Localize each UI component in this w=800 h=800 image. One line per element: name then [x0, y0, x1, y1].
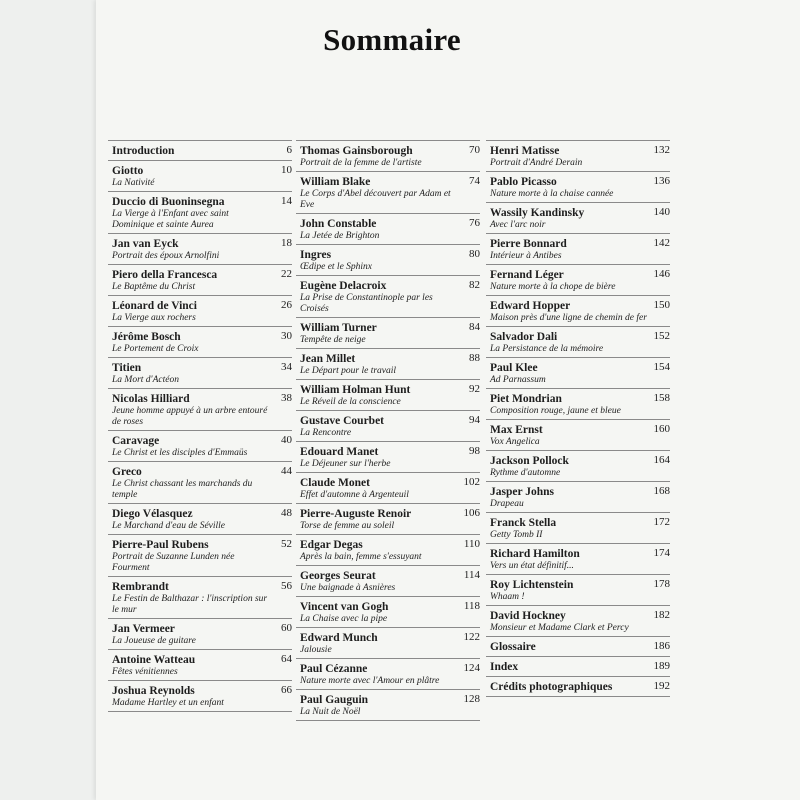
page-number: 98 — [469, 445, 480, 457]
artist-name: Pablo Picasso — [490, 176, 557, 188]
toc-entry — [108, 358, 292, 389]
toc-entry — [486, 513, 670, 544]
page-number: 189 — [653, 660, 670, 672]
artist-name: Gustave Courbet — [300, 415, 385, 427]
toc-entry — [296, 411, 480, 442]
artwork-title: Œdipe et le Sphinx — [300, 262, 373, 272]
artist-name: Nicolas Hilliard — [112, 393, 190, 405]
artwork-title: La Mort d'Actéon — [112, 375, 179, 385]
artwork-title: Avec l'arc noir — [490, 220, 546, 230]
toc-entry — [108, 140, 292, 161]
artwork-title: La Nuit de Noël — [300, 707, 361, 717]
artist-name: Jan van Eyck — [112, 238, 179, 250]
artist-name: Henri Matisse — [490, 145, 560, 157]
toc-entry — [108, 327, 292, 358]
page-title: Sommaire — [323, 22, 461, 57]
toc-entry — [486, 637, 670, 657]
artwork-title: Torse de femme au soleil — [300, 521, 395, 531]
artist-name: Eugène Delacroix — [300, 280, 387, 292]
artist-name: Greco — [112, 466, 142, 478]
artwork-title: Jeune homme appuyé à un arbre entouré de roses — [112, 406, 268, 427]
artist-name: Crédits photographiques — [490, 681, 613, 693]
artwork-title: Vox Angelica — [490, 437, 540, 447]
artist-name: Edward Munch — [300, 632, 378, 644]
artist-name: William Turner — [300, 322, 377, 334]
artist-name: Jan Vermeer — [112, 623, 175, 635]
artwork-title: Jalousie — [300, 645, 332, 655]
toc-entry — [486, 265, 670, 296]
toc-entry — [108, 296, 292, 327]
artist-name: Léonard de Vinci — [112, 300, 197, 312]
artwork-title: Une baignade à Asnières — [300, 583, 396, 593]
artwork-title: Drapeau — [490, 499, 524, 509]
page-number: 64 — [281, 653, 292, 665]
page-number: 18 — [281, 237, 292, 249]
artist-name: Caravage — [112, 435, 160, 447]
toc-entry — [296, 659, 480, 690]
page-number: 178 — [653, 578, 670, 590]
artwork-title: Portrait des époux Arnolfini — [112, 251, 220, 261]
artwork-title: Nature morte à la chope de bière — [490, 282, 616, 292]
page-number: 84 — [469, 321, 480, 333]
artwork-title: Madame Hartley et un enfant — [112, 698, 224, 708]
page-number: 128 — [463, 693, 480, 705]
toc-entry — [296, 276, 480, 318]
toc-entry — [108, 619, 292, 650]
page-number: 146 — [653, 268, 670, 280]
artwork-title: Tempête de neige — [300, 335, 366, 345]
artwork-title: Le Portement de Croix — [112, 344, 199, 354]
toc-column-3 — [486, 140, 670, 697]
page-number: 114 — [463, 569, 480, 581]
toc-entry — [486, 327, 670, 358]
page-number: 74 — [469, 175, 480, 187]
page-number: 48 — [281, 507, 292, 519]
toc-entry — [486, 677, 670, 697]
artist-name: Salvador Dali — [490, 331, 558, 343]
page-number: 102 — [463, 476, 480, 488]
toc-entry — [108, 431, 292, 462]
page-number: 182 — [653, 609, 670, 621]
artist-name: Index — [490, 661, 519, 673]
toc-entry — [486, 544, 670, 575]
toc-entry — [108, 650, 292, 681]
page-number: 106 — [463, 507, 480, 519]
toc-entry — [296, 628, 480, 659]
page-number: 192 — [653, 680, 670, 692]
artist-name: Richard Hamilton — [490, 548, 580, 560]
page-number: 174 — [653, 547, 670, 559]
toc-entry — [108, 192, 292, 234]
artist-name: Edward Hopper — [490, 300, 571, 312]
toc-entry — [108, 389, 292, 431]
toc-entry — [296, 597, 480, 628]
artwork-title: La Nativité — [112, 178, 155, 188]
page-number: 122 — [463, 631, 480, 643]
artist-name: Piet Mondrian — [490, 393, 562, 405]
artist-name: Jean Millet — [300, 353, 356, 365]
toc-column-1 — [108, 140, 292, 712]
artwork-title: Whaam ! — [490, 592, 525, 602]
page-number: 118 — [463, 600, 480, 612]
toc-entry — [296, 214, 480, 245]
page-number: 136 — [653, 175, 670, 187]
artwork-title: Nature morte avec l'Amour en plâtre — [300, 676, 440, 686]
artist-name: David Hockney — [490, 610, 566, 622]
page-number: 140 — [653, 206, 670, 218]
artist-name: Pierre-Auguste Renoir — [300, 508, 412, 520]
artwork-title: La Chaise avec la pipe — [300, 614, 388, 624]
artwork-title: Le Christ et les disciples d'Emmaüs — [112, 448, 248, 458]
toc-entry — [296, 380, 480, 411]
artwork-title: Getty Tomb II — [490, 530, 543, 540]
toc-entry — [486, 358, 670, 389]
toc-column-2 — [296, 140, 480, 721]
artwork-title: Le Festin de Balthazar : l'inscription sur le mur — [112, 594, 268, 615]
artwork-title: Après la bain, femme s'essuyant — [300, 552, 422, 562]
page-number: 52 — [281, 538, 292, 550]
page-number: 40 — [281, 434, 292, 446]
toc-entry — [296, 566, 480, 597]
page-number: 172 — [653, 516, 670, 528]
page-number: 94 — [469, 414, 480, 426]
page-number: 168 — [653, 485, 670, 497]
artwork-title: Portrait de Suzanne Lunden née Fourment — [112, 552, 235, 573]
artwork-title: La Vierge à l'Enfant avec saint Dominique et sainte Aurea — [112, 209, 229, 230]
page-number: 82 — [469, 279, 480, 291]
toc-entry — [296, 245, 480, 276]
page-number: 158 — [653, 392, 670, 404]
artist-name: Vincent van Gogh — [300, 601, 389, 613]
artwork-title: Monsieur et Madame Clark et Percy — [490, 623, 629, 633]
artist-name: Paul Klee — [490, 362, 538, 374]
toc-entry — [486, 140, 670, 172]
artist-name: Joshua Reynolds — [112, 685, 195, 697]
page-number: 80 — [469, 248, 480, 260]
page-number: 142 — [653, 237, 670, 249]
artist-name: Edgar Degas — [300, 539, 363, 551]
toc-entry — [108, 577, 292, 619]
artwork-title: Rythme d'automne — [490, 468, 561, 478]
page-number: 60 — [281, 622, 292, 634]
artwork-title: Le Marchand d'eau de Séville — [112, 521, 226, 531]
artist-name: Rembrandt — [112, 581, 169, 593]
artist-name: Piero della Francesca — [112, 269, 218, 281]
page-number: 56 — [281, 580, 292, 592]
artist-name: Titien — [112, 362, 142, 374]
page-number: 6 — [286, 144, 292, 156]
artwork-title: Intérieur à Antibes — [490, 251, 562, 261]
artist-name: Franck Stella — [490, 517, 557, 529]
toc-entry — [108, 462, 292, 504]
artist-name: William Blake — [300, 176, 371, 188]
artist-name: Jasper Johns — [490, 486, 555, 498]
artwork-title: La Vierge aux rochers — [112, 313, 196, 323]
artist-name: Wassily Kandinsky — [490, 207, 585, 219]
page-number: 124 — [463, 662, 480, 674]
toc-entry — [296, 140, 480, 172]
artist-name: Duccio di Buoninsegna — [112, 196, 225, 208]
artwork-title: La Joueuse de guitare — [112, 636, 196, 646]
artwork-title: Fêtes vénitiennes — [112, 667, 178, 677]
artist-name: Claude Monet — [300, 477, 370, 489]
toc-entry — [486, 420, 670, 451]
artwork-title: Nature morte à la chaise cannée — [490, 189, 614, 199]
toc-entry — [108, 265, 292, 296]
artwork-title: Le Réveil de la conscience — [300, 397, 401, 407]
artist-name: Georges Seurat — [300, 570, 376, 582]
artist-name: Fernand Léger — [490, 269, 564, 281]
artwork-title: Le Baptême du Christ — [112, 282, 196, 292]
page-number: 150 — [653, 299, 670, 311]
page-number: 164 — [653, 454, 670, 466]
artwork-title: La Persistance de la mémoire — [490, 344, 604, 354]
artist-name: Roy Lichtenstein — [490, 579, 574, 591]
toc-entry — [108, 234, 292, 265]
page-number: 30 — [281, 330, 292, 342]
artist-name: Paul Gauguin — [300, 694, 369, 706]
toc-entry — [296, 504, 480, 535]
toc-entry — [108, 161, 292, 192]
artist-name: Pierre-Paul Rubens — [112, 539, 209, 551]
toc-entry — [486, 389, 670, 420]
artwork-title: Portrait de la femme de l'artiste — [300, 158, 422, 168]
artist-name: Giotto — [112, 165, 144, 177]
artwork-title: Maison près d'une ligne de chemin de fer — [490, 313, 647, 323]
page-number: 110 — [463, 538, 480, 550]
artist-name: Glossaire — [490, 641, 536, 653]
artist-name: William Holman Hunt — [300, 384, 411, 396]
artwork-title: La Jetée de Brighton — [300, 231, 380, 241]
artist-name: Jackson Pollock — [490, 455, 569, 467]
artist-name: Antoine Watteau — [112, 654, 196, 666]
page-number: 154 — [653, 361, 670, 373]
artwork-title: Le Départ pour le travail — [300, 366, 397, 376]
toc-entry — [296, 172, 480, 214]
toc-entry — [486, 606, 670, 637]
artwork-title: Ad Parnassum — [490, 375, 546, 385]
artist-name: Pierre Bonnard — [490, 238, 567, 250]
toc-entry — [296, 535, 480, 566]
toc-entry — [296, 690, 480, 721]
page-number: 76 — [469, 217, 480, 229]
artist-name: Paul Cézanne — [300, 663, 368, 675]
toc-entry — [486, 482, 670, 513]
page-number: 34 — [281, 361, 292, 373]
artwork-title: Le Corps d'Abel découvert par Adam et Eve — [300, 189, 451, 210]
artist-name: Introduction — [112, 145, 175, 157]
toc-entry — [486, 203, 670, 234]
artist-name: Diego Vélasquez — [112, 508, 193, 520]
toc-entry — [108, 535, 292, 577]
page-number: 186 — [653, 640, 670, 652]
toc-entry — [296, 442, 480, 473]
page-number: 132 — [653, 144, 670, 156]
page-number: 22 — [281, 268, 292, 280]
artwork-title: Portrait d'André Derain — [490, 158, 583, 168]
toc-entry — [108, 504, 292, 535]
page-number: 160 — [653, 423, 670, 435]
page-number: 92 — [469, 383, 480, 395]
page-number: 14 — [281, 195, 292, 207]
artist-name: Ingres — [300, 249, 332, 261]
page-number: 44 — [281, 465, 292, 477]
artwork-title: Le Déjeuner sur l'herbe — [300, 459, 391, 469]
artist-name: Thomas Gainsborough — [300, 145, 413, 157]
artwork-title: La Rencontre — [300, 428, 352, 438]
toc-entry — [486, 296, 670, 327]
page-number: 88 — [469, 352, 480, 364]
artist-name: Max Ernst — [490, 424, 543, 436]
artwork-title: Effet d'automne à Argenteuil — [300, 490, 409, 500]
page-number: 70 — [469, 144, 480, 156]
toc-entry — [486, 234, 670, 265]
artist-name: John Constable — [300, 218, 377, 230]
toc-entry — [296, 473, 480, 504]
toc-entry — [296, 318, 480, 349]
page-number: 38 — [281, 392, 292, 404]
artist-name: Edouard Manet — [300, 446, 379, 458]
artist-name: Jérôme Bosch — [112, 331, 181, 343]
toc-entry — [108, 681, 292, 712]
artwork-title: Vers un état définitif... — [490, 561, 574, 571]
page-number: 10 — [281, 164, 292, 176]
page-number: 66 — [281, 684, 292, 696]
toc-entry — [486, 172, 670, 203]
toc-entry — [486, 451, 670, 482]
toc-entry — [296, 349, 480, 380]
page-number: 152 — [653, 330, 670, 342]
artwork-title: Composition rouge, jaune et bleue — [490, 406, 621, 416]
toc-entry — [486, 575, 670, 606]
artwork-title: La Prise de Constantinople par les Croisés — [300, 293, 433, 314]
page-number: 26 — [281, 299, 292, 311]
artwork-title: Le Christ chassant les marchands du temple — [112, 479, 253, 500]
toc-entry — [486, 657, 670, 677]
